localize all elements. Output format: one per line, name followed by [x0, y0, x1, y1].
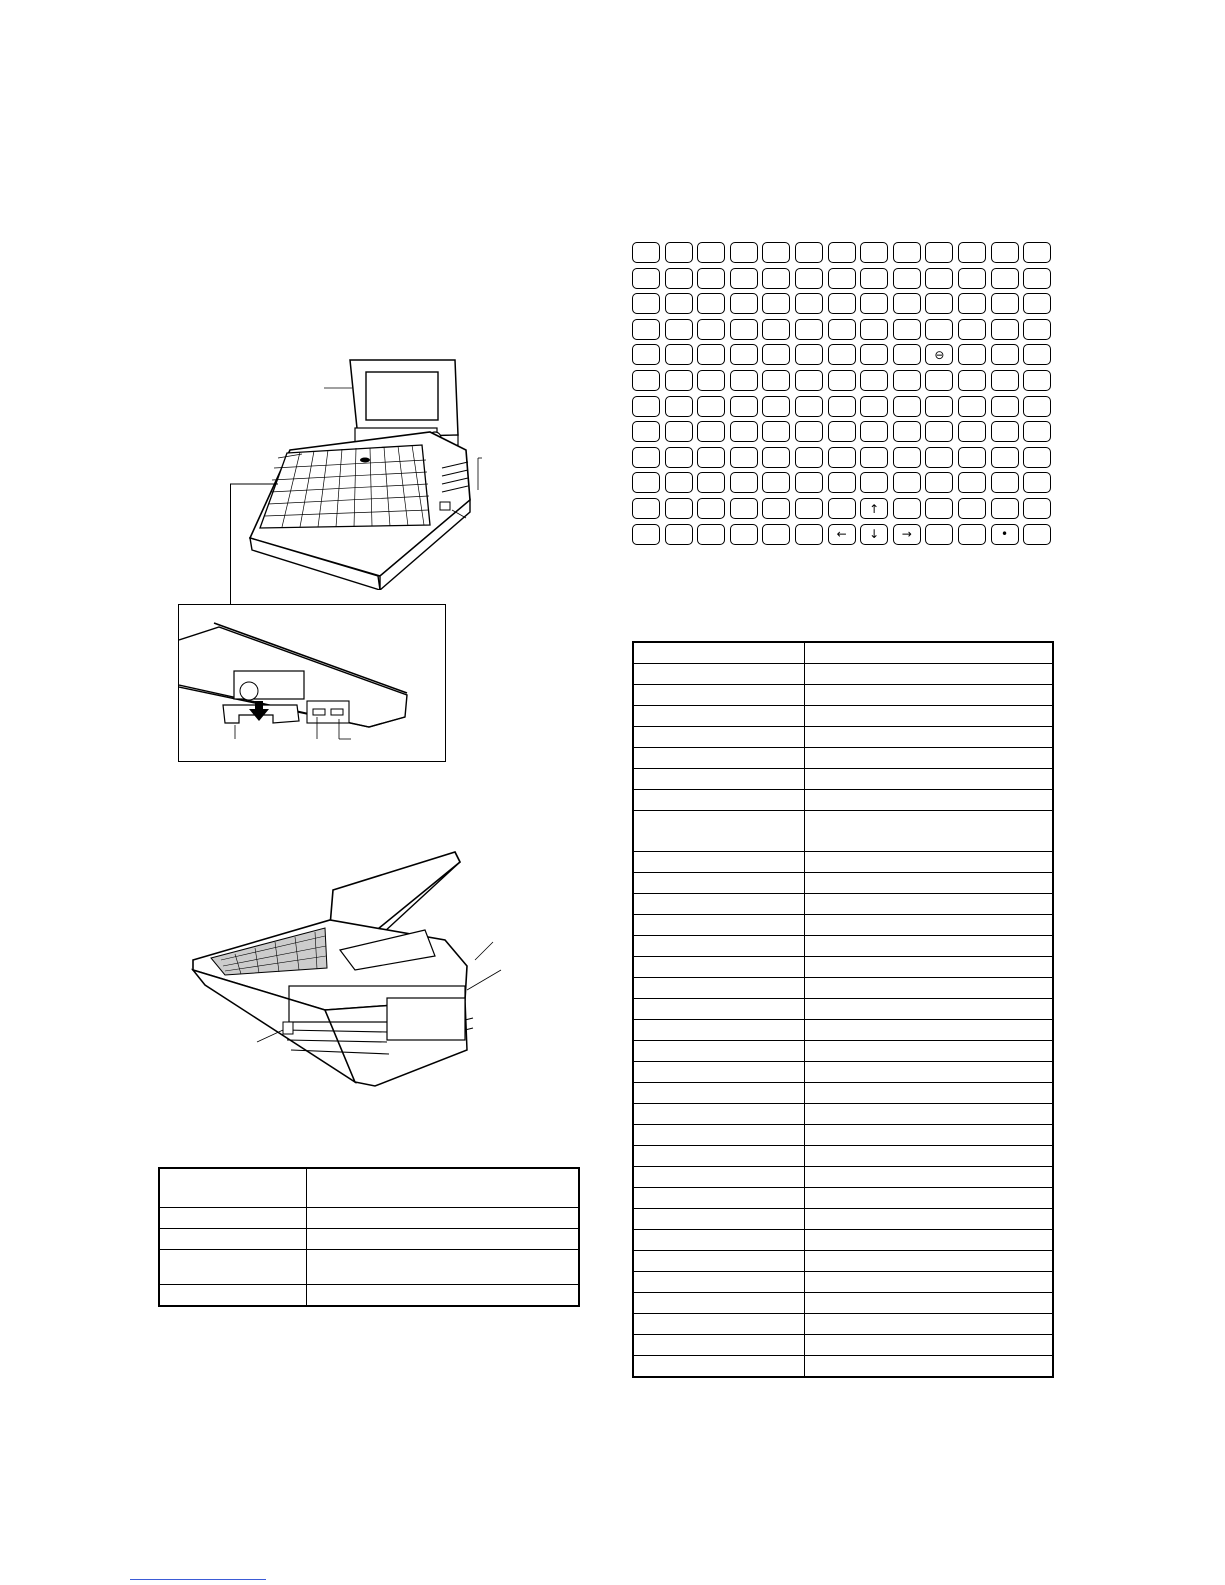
blank-key — [1023, 472, 1051, 493]
blank-key — [925, 524, 953, 545]
blank-key — [730, 498, 758, 519]
table-cell — [633, 936, 805, 957]
blank-key — [665, 421, 693, 442]
blank-key — [1023, 242, 1051, 263]
blank-key — [958, 421, 986, 442]
table-row — [633, 727, 1053, 748]
blank-key — [730, 293, 758, 314]
blank-key — [958, 396, 986, 417]
blank-key — [860, 319, 888, 340]
table-cell — [805, 706, 1054, 727]
table-cell — [805, 999, 1054, 1020]
blank-key — [632, 370, 660, 391]
table-cell — [805, 1272, 1054, 1293]
blank-key — [828, 242, 856, 263]
blank-key — [762, 396, 790, 417]
table-row — [633, 1083, 1053, 1104]
table-row — [633, 978, 1053, 999]
blank-key — [958, 242, 986, 263]
table-cell — [633, 664, 805, 685]
table-cell — [805, 1083, 1054, 1104]
blank-key — [795, 524, 823, 545]
blank-key — [697, 524, 725, 545]
minus-circle-key: ⊖ — [925, 344, 953, 365]
blank-key — [665, 293, 693, 314]
table-cell — [307, 1285, 580, 1307]
down-arrow-key: ↓ — [860, 524, 888, 545]
blank-key — [762, 319, 790, 340]
table-cell — [159, 1208, 307, 1229]
blank-key — [893, 447, 921, 468]
table-row — [633, 748, 1053, 769]
blank-key — [958, 498, 986, 519]
table-row — [633, 894, 1053, 915]
blank-key — [893, 472, 921, 493]
blank-key — [762, 268, 790, 289]
table-row — [159, 1208, 579, 1229]
blank-key — [925, 319, 953, 340]
blank-key — [893, 242, 921, 263]
blank-key — [697, 344, 725, 365]
blank-key — [860, 242, 888, 263]
blank-key — [893, 319, 921, 340]
table-cell — [159, 1168, 307, 1208]
blank-key — [991, 293, 1019, 314]
blank-key — [958, 447, 986, 468]
blank-key — [697, 319, 725, 340]
table-cell — [805, 1062, 1054, 1083]
blank-key — [632, 447, 660, 468]
blank-key — [828, 447, 856, 468]
blank-key — [958, 524, 986, 545]
table-cell — [633, 1104, 805, 1125]
blank-key — [795, 472, 823, 493]
table-cell — [159, 1229, 307, 1250]
blank-key — [762, 472, 790, 493]
blank-key — [730, 421, 758, 442]
table-row — [633, 873, 1053, 894]
table-cell — [805, 1251, 1054, 1272]
table-cell — [805, 685, 1054, 706]
blank-key — [730, 524, 758, 545]
table-row — [633, 1251, 1053, 1272]
up-arrow-key: ↑ — [860, 498, 888, 519]
table-row — [633, 999, 1053, 1020]
table-row — [633, 936, 1053, 957]
table-cell — [805, 936, 1054, 957]
blank-key — [925, 447, 953, 468]
table-cell — [633, 685, 805, 706]
blank-key — [828, 293, 856, 314]
blank-key — [958, 344, 986, 365]
table-cell — [633, 1083, 805, 1104]
table-cell — [633, 1209, 805, 1230]
blank-key — [632, 293, 660, 314]
blank-key — [828, 319, 856, 340]
blank-key — [730, 242, 758, 263]
blank-key — [958, 319, 986, 340]
table-cell — [805, 957, 1054, 978]
table-cell — [633, 1251, 805, 1272]
blank-key — [795, 293, 823, 314]
blank-key — [1023, 498, 1051, 519]
blank-key — [991, 447, 1019, 468]
table-row — [633, 1293, 1053, 1314]
table-cell — [633, 1146, 805, 1167]
table-row — [633, 1041, 1053, 1062]
blank-key — [860, 344, 888, 365]
table-cell — [159, 1250, 307, 1285]
table-cell — [633, 999, 805, 1020]
table-cell — [633, 1272, 805, 1293]
blank-key — [632, 524, 660, 545]
dot-key: • — [991, 524, 1019, 545]
table-cell — [633, 1062, 805, 1083]
blank-key — [665, 242, 693, 263]
blank-key — [925, 370, 953, 391]
blank-key — [665, 370, 693, 391]
table-row — [633, 1167, 1053, 1188]
blank-key — [860, 293, 888, 314]
table-row — [633, 1356, 1053, 1378]
blank-key — [828, 396, 856, 417]
blank-key — [762, 370, 790, 391]
table-cell — [805, 664, 1054, 685]
blank-key — [665, 447, 693, 468]
table-cell — [633, 1188, 805, 1209]
table-cell — [633, 1020, 805, 1041]
blank-key — [991, 472, 1019, 493]
blank-key — [632, 396, 660, 417]
blank-key — [1023, 319, 1051, 340]
table-cell — [805, 727, 1054, 748]
table-row — [633, 1188, 1053, 1209]
table-cell — [805, 978, 1054, 999]
blank-key — [893, 293, 921, 314]
blank-key — [828, 370, 856, 391]
blank-key — [925, 421, 953, 442]
table-row — [159, 1285, 579, 1307]
blank-key — [860, 268, 888, 289]
blank-key — [665, 319, 693, 340]
blank-key — [991, 242, 1019, 263]
blank-key — [795, 447, 823, 468]
table-cell — [805, 748, 1054, 769]
table-row — [633, 1062, 1053, 1083]
table-row — [633, 664, 1053, 685]
table-cell — [805, 915, 1054, 936]
blank-key — [697, 498, 725, 519]
blank-key — [762, 293, 790, 314]
blank-key — [697, 421, 725, 442]
table-row — [633, 811, 1053, 852]
right-key-table — [632, 641, 1054, 1378]
blank-key — [1023, 421, 1051, 442]
table-cell — [633, 1041, 805, 1062]
table-cell — [307, 1250, 580, 1285]
blank-key — [860, 447, 888, 468]
table-cell — [307, 1229, 580, 1250]
blank-key — [665, 268, 693, 289]
table-cell — [633, 1293, 805, 1314]
blank-key — [860, 472, 888, 493]
blank-key — [925, 498, 953, 519]
table-row — [633, 915, 1053, 936]
blank-key — [925, 396, 953, 417]
blank-key — [991, 370, 1019, 391]
table-cell — [805, 1041, 1054, 1062]
blank-key — [1023, 524, 1051, 545]
blank-key — [697, 268, 725, 289]
blank-key — [730, 370, 758, 391]
table-cell — [805, 1188, 1054, 1209]
blank-key — [1023, 344, 1051, 365]
blank-key — [860, 370, 888, 391]
blank-key — [925, 268, 953, 289]
table-cell — [633, 978, 805, 999]
table-row — [633, 1314, 1053, 1335]
blank-key — [828, 472, 856, 493]
table-row — [633, 1146, 1053, 1167]
table-cell — [805, 852, 1054, 873]
blank-key — [991, 421, 1019, 442]
table-cell — [633, 1335, 805, 1356]
left-spec-table — [158, 1167, 580, 1307]
blank-key — [795, 498, 823, 519]
blank-key — [958, 268, 986, 289]
blank-key — [958, 472, 986, 493]
blank-key — [697, 447, 725, 468]
right-arrow-key: → — [893, 524, 921, 545]
table-cell — [633, 642, 805, 664]
table-cell — [633, 727, 805, 748]
blank-key — [730, 472, 758, 493]
blank-key — [1023, 447, 1051, 468]
table-cell — [805, 1020, 1054, 1041]
table-cell — [633, 894, 805, 915]
footer-link-underline — [130, 1579, 266, 1580]
blank-key — [665, 396, 693, 417]
register-rear-illustration — [175, 850, 515, 1090]
blank-key — [828, 498, 856, 519]
table-row — [633, 957, 1053, 978]
left-arrow-key: ← — [828, 524, 856, 545]
blank-key — [795, 344, 823, 365]
table-cell — [805, 811, 1054, 852]
table-row — [633, 1209, 1053, 1230]
table-row — [633, 685, 1053, 706]
blank-key — [762, 421, 790, 442]
blank-key — [893, 396, 921, 417]
blank-key — [828, 344, 856, 365]
table-cell — [805, 873, 1054, 894]
register-front-illustration — [230, 350, 510, 590]
table-cell — [805, 1146, 1054, 1167]
blank-key — [991, 498, 1019, 519]
blank-key — [795, 370, 823, 391]
blank-key — [1023, 293, 1051, 314]
blank-key — [632, 472, 660, 493]
blank-key — [632, 498, 660, 519]
table-cell — [633, 852, 805, 873]
table-row — [633, 706, 1053, 727]
table-cell — [633, 811, 805, 852]
blank-key — [697, 242, 725, 263]
blank-key — [958, 370, 986, 391]
blank-key — [632, 242, 660, 263]
table-row — [633, 1125, 1053, 1146]
table-cell — [805, 1356, 1054, 1378]
table-row — [633, 642, 1053, 664]
table-cell — [633, 1356, 805, 1378]
blank-key — [860, 421, 888, 442]
table-cell — [633, 1167, 805, 1188]
table-cell — [633, 769, 805, 790]
table-row — [633, 769, 1053, 790]
table-row — [633, 1104, 1053, 1125]
table-cell — [633, 790, 805, 811]
blank-key — [665, 524, 693, 545]
blank-key — [991, 396, 1019, 417]
table-cell — [805, 642, 1054, 664]
blank-key — [1023, 396, 1051, 417]
blank-key — [730, 319, 758, 340]
table-cell — [633, 1314, 805, 1335]
table-cell — [805, 1209, 1054, 1230]
table-cell — [633, 748, 805, 769]
blank-key — [893, 370, 921, 391]
blank-key — [925, 472, 953, 493]
keyboard-layout-grid — [632, 242, 1054, 550]
blank-key — [632, 319, 660, 340]
blank-key — [958, 293, 986, 314]
table-cell — [805, 1335, 1054, 1356]
table-cell — [307, 1208, 580, 1229]
table-cell — [633, 957, 805, 978]
blank-key — [925, 293, 953, 314]
table-cell — [805, 790, 1054, 811]
blank-key — [795, 268, 823, 289]
blank-key — [730, 344, 758, 365]
blank-key — [697, 293, 725, 314]
table-row — [633, 790, 1053, 811]
blank-key — [697, 370, 725, 391]
table-cell — [307, 1168, 580, 1208]
blank-key — [665, 498, 693, 519]
blank-key — [730, 447, 758, 468]
table-cell — [633, 706, 805, 727]
blank-key — [991, 344, 1019, 365]
blank-key — [632, 344, 660, 365]
blank-key — [795, 421, 823, 442]
blank-key — [665, 472, 693, 493]
table-cell — [805, 1314, 1054, 1335]
table-cell — [805, 1167, 1054, 1188]
blank-key — [893, 421, 921, 442]
table-cell — [805, 1125, 1054, 1146]
blank-key — [730, 396, 758, 417]
blank-key — [665, 344, 693, 365]
blank-key — [697, 396, 725, 417]
blank-key — [1023, 370, 1051, 391]
blank-key — [860, 396, 888, 417]
blank-key — [762, 344, 790, 365]
blank-key — [1023, 268, 1051, 289]
drawer-detail-inset — [178, 604, 446, 762]
table-row — [159, 1250, 579, 1285]
table-row — [633, 1335, 1053, 1356]
blank-key — [730, 268, 758, 289]
table-row — [159, 1229, 579, 1250]
blank-key — [893, 268, 921, 289]
table-cell — [159, 1285, 307, 1307]
table-cell — [633, 873, 805, 894]
table-row — [633, 1020, 1053, 1041]
table-cell — [805, 894, 1054, 915]
blank-key — [762, 498, 790, 519]
blank-key — [632, 268, 660, 289]
blank-key — [925, 242, 953, 263]
table-cell — [633, 915, 805, 936]
table-cell — [805, 1293, 1054, 1314]
blank-key — [828, 268, 856, 289]
blank-key — [795, 242, 823, 263]
blank-key — [632, 421, 660, 442]
inset-connector-line — [230, 484, 231, 604]
blank-key — [991, 319, 1019, 340]
blank-key — [991, 268, 1019, 289]
blank-key — [697, 472, 725, 493]
table-row — [633, 1272, 1053, 1293]
blank-key — [762, 242, 790, 263]
table-row — [633, 1230, 1053, 1251]
table-cell — [805, 1230, 1054, 1251]
table-cell — [633, 1230, 805, 1251]
blank-key — [795, 319, 823, 340]
blank-key — [795, 396, 823, 417]
table-cell — [633, 1125, 805, 1146]
blank-key — [762, 447, 790, 468]
table-cell — [805, 769, 1054, 790]
blank-key — [893, 344, 921, 365]
table-row — [633, 852, 1053, 873]
table-cell — [805, 1104, 1054, 1125]
table-row — [159, 1168, 579, 1208]
blank-key — [828, 421, 856, 442]
blank-key — [762, 524, 790, 545]
blank-key — [893, 498, 921, 519]
